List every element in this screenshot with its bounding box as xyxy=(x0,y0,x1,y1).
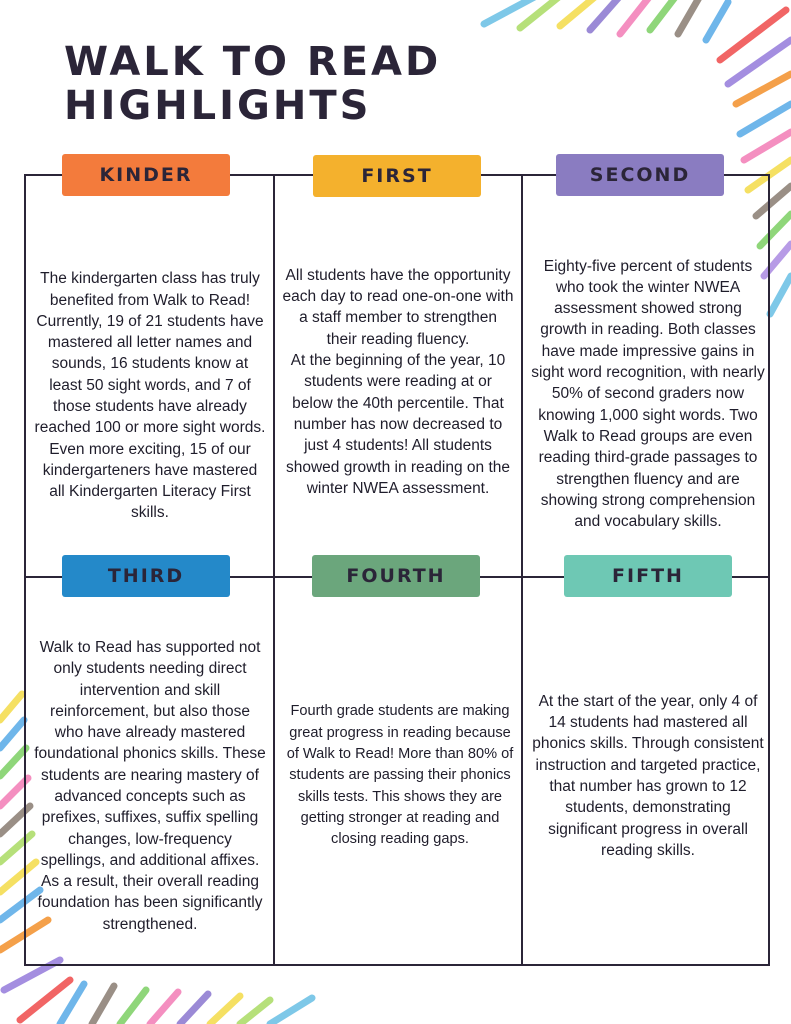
fifth-summary: At the start of the year, only 4 of 14 students had mastered all phonics skills. Through consistent instruction and targeted practice, that number has grown to 12 students, demonstrating significant progress in overall reading skills. xyxy=(532,692,764,859)
grade-cell-fifth xyxy=(530,596,766,956)
fourth-summary: Fourth grade students are making great progress in reading because of Walk to Read! More than 80% of students are passing their phonics skills tests. This shows they are getting stronger at reading and closing reading gaps. xyxy=(286,703,514,848)
grade-label-first: FIRST xyxy=(313,155,481,197)
grade-cell-fourth xyxy=(286,596,514,956)
page-title-line2: HIGHLIGHTS xyxy=(64,83,372,129)
grade-label-third: THIRD xyxy=(62,555,230,597)
page-title xyxy=(64,40,441,128)
third-summary: Walk to Read has supported not only students needing direct intervention and skill reinforcement, but also those who have already mastered foundational phonics skills. These students are nearing mastery of advanced concepts such as prefixes, suffixes, suffix spelling changes, low-frequency spellings, and additional affixes. As a result, their overall reading foundation has been significantly strengthened. xyxy=(34,638,266,933)
grid-divider-vertical-2 xyxy=(521,176,523,964)
grade-cell-first xyxy=(282,200,514,564)
grade-label-fifth: FIFTH xyxy=(564,555,732,597)
first-summary: All students have the opportunity each day to read one-on-one with a staff member to strengthen their reading fluency. At the beginning of the year, 10 students were reading at or below the 40th percentile. That number has now decreased to just 4 students! All students showed growth in reading on the winter NWEA assessment. xyxy=(282,266,514,497)
grade-cell-kinder xyxy=(34,216,266,576)
grid-divider-vertical-1 xyxy=(273,176,275,964)
second-summary: Eighty-five percent of students who took the winter NWEA assessment showed strong growth in reading. Both classes have made impressive gains in sight word recognition, with nearly 50% of second graders now knowing 1,000 sight words. Two Walk to Read groups are even reading third-grade passages to strengthen fluency and are showing strong comprehension and vocabulary skills. xyxy=(531,257,765,531)
kinder-summary: The kindergarten class has truly benefited from Walk to Read! Currently, 19 of 21 students have mastered all letter names and sounds, 16 students know at least 50 sight words, and 7 of those students have already reached 100 or more sight words. Even more exciting, 15 of our kindergarteners have mastered all Kindergarten Literacy First skills. xyxy=(34,270,266,522)
page-title-line1: WALK TO READ xyxy=(64,39,442,85)
grade-cell-third xyxy=(34,606,266,966)
grade-cell-second xyxy=(530,212,766,576)
grade-label-fourth: FOURTH xyxy=(312,555,480,597)
grade-label-second: SECOND xyxy=(556,154,724,196)
grade-label-kinder: KINDER xyxy=(62,154,230,196)
